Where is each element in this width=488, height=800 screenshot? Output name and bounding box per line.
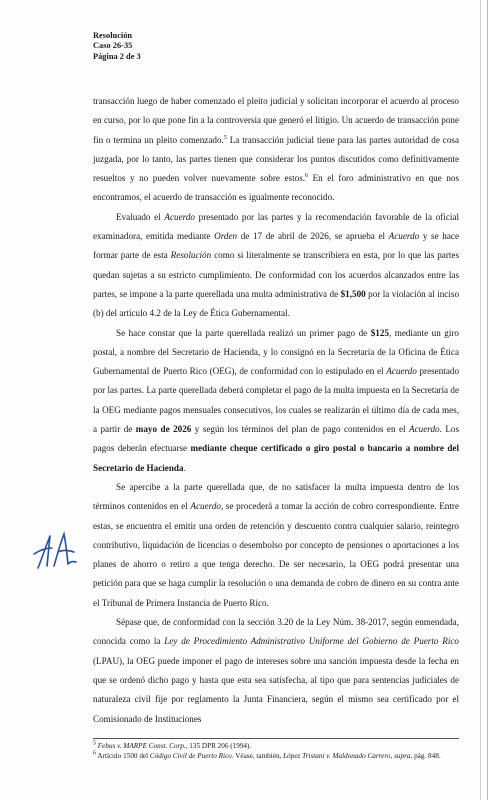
payment-method: mediante cheque certificado o giro postal o bancario a nombre del Secretario de Hacienda: [93, 443, 459, 473]
header-case: Caso 26-35: [93, 41, 133, 51]
footnote-6: $^6$ Artículo 1500 del Código Civil de Puerto Rico. Véase, también, López Tristani v. Maldonado Carrero, supra, pág. 848.: [93, 751, 441, 761]
page-edge: [480, 0, 481, 800]
footnote-ref-5[interactable]: 5: [223, 134, 227, 141]
first-payment-amount: $125: [370, 327, 389, 338]
body-text: [93, 92, 459, 729]
paragraph-3: Se hace constar que la parte querellada realizó un primer pago de $125, mediante un giro postal, a nombre del Secretario de Hacienda, y lo consignó en la Secretaría de la Oficina de Ética Gubernamental de Puerto Rico (OEG), de conformidad con lo estipulado en el Acuerdo presentado por las partes. La parte querellada deberá completar el pago de la multa impuesta en la Secretaría de la OEG mediante pagos mensuales consecutivos, los cuales se realizarán el último día de cada mes, a partir de mayo de 2026 y según los términos del plan de pago contenidos en el Acuerdo. Los pagos deberán efectuarse mediante cheque certificado o giro postal o bancario a nombre del Secretario de Hacienda.: [93, 327, 460, 473]
payment-start-date: mayo de 2026: [135, 424, 192, 435]
fine-amount: $1,500: [340, 288, 366, 299]
law-name: Ley de Procedimiento Administrativo Uniforme del Gobierno de Puerto Rico: [164, 636, 459, 647]
header-page-number: Página 2 de 3: [93, 51, 141, 61]
paragraph-2: Evaluado el Acuerdo presentado por las partes y la recomendación favorable de la oficial examinadora, emitida mediante Orden de 17 de abril de 2026, se aprueba el Acuerdo y se hace formar parte de esta Resolución como si literalmente se transcribiera en esta, por lo que las partes quedan sujetas a su estricto cumplimiento. De conformidad con los acuerdos alcanzados entre las partes, se impone a la parte querellada una multa administrativa de $1,500 por la violación al inciso (b) del artículo 4.2 de la Ley de Ética Gubernamental.: [93, 211, 460, 319]
header-title: Resolución: [93, 31, 133, 40]
footnote-ref-6[interactable]: 6: [305, 173, 309, 180]
paragraph-4: Se apercibe a la parte querellada que, de no satisfacer la multa impuesta dentro de los términos contenidos en el Acuerdo, se procederá a tomar la acción de cobro correspondiente. Entre estas, se encuentra el emitir una orden de retención y descuento contra cualquier salario, reintegro contributivo, liquidación de licencias o desembolso por concepto de pensiones o aportaciones a los planes de ahorro o retiro a que tenga derecho. De ser necesario, la OEG podrá presentar una petición para que se haga cumplir la resolución o una demanda de cobro de dinero en su contra ante el Tribunal de Primera Instancia de Puerto Rico.: [93, 481, 459, 608]
handwritten-initials: [30, 528, 78, 572]
page-header: [93, 31, 141, 62]
footnote-5: $^5$ Febus v. MARPE Const. Corp., 135 DPR 206 (1994).: [93, 740, 252, 750]
footnotes: [93, 738, 459, 763]
paragraph-5: Sépase que, de conformidad con la sección 3.20 de la Ley Núm. 38-2017, según enmendada, conocida como la Ley de Procedimiento Administrativo Uniforme del Gobierno de Puerto Rico (LPAU), la OEG puede imponer el pago de intereses sobre una sanción impuesta desde la fecha en que se ordenó dicho pago y hasta que esta sea satisfecha, al tipo que para sentencias judiciales de naturaleza civil fije por reglamento la Junta Financiera, según el mismo sea certificado por el Comisionado de Instituciones: [93, 617, 459, 724]
paragraph-1: transacción luego de haber comenzado el pleito judicial y solicitan incorporar el acuerdo al proceso en curso, por lo que pone fin a la controversia que generó el litigio. Un acuerdo de transacción pone fin o termina un pleito comenzado.$^5$ La transacción judicial tiene para las partes autoridad de cosa juzgada, por lo tanto, las partes tienen que considerar los puntos discutidos como definitivamente resueltos y no pueden volver nuevamente sobre estos.$^6$ En el foro administrativo en que nos encontramos, el acuerdo de transacción es igualmente reconocido.: [93, 96, 459, 203]
